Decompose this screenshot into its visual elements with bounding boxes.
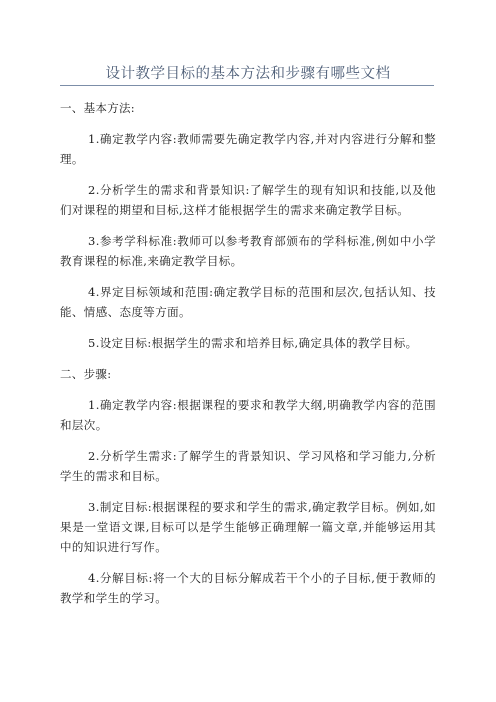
method-item-3: 3.参考学科标准:教师可以参考教育部颁布的学科标准,例如中小学教育课程的标准,来确定教学目标。 [60, 234, 436, 268]
section-heading-methods: 一、基本方法: [60, 101, 135, 115]
document-body [60, 98, 436, 619]
step-item-2: 2.分析学生需求:了解学生的背景知识、学习风格和学习能力,分析学生的需求和目标。 [60, 449, 436, 483]
step-item-1: 1.确定教学内容:根据课程的要求和教学大纲,明确教学内容的范围和层次。 [60, 398, 436, 432]
method-item-2: 2.分析学生的需求和背景知识:了解学生的现有知识和技能,以及他们对课程的期望和目标,这样才能根据学生的需求来确定教学目标。 [60, 183, 436, 217]
method-item-5: 5.设定目标:根据学生的需求和培养目标,确定具体的教学目标。 [88, 336, 418, 350]
step-item-3: 3.制定目标:根据课程的要求和学生的需求,确定教学目标。例如,如果是一堂语文课,目标可以是学生能够正确理解一篇文章,并能够运用其中的知识进行写作。 [60, 500, 436, 554]
title-divider [60, 85, 434, 86]
document-title: 设计教学目标的基本方法和步骤有哪些文档 [105, 66, 391, 82]
method-item-4: 4.界定目标领域和范围:确定教学目标的范围和层次,包括认知、技能、情感、态度等方面。 [60, 285, 436, 319]
method-item-1: 1.确定教学内容:教师需要先确定教学内容,并对内容进行分解和整理。 [60, 132, 436, 166]
section-heading-steps: 二、步骤: [60, 367, 112, 381]
step-item-4: 4.分解目标:将一个大的目标分解成若干个小的子目标,便于教师的教学和学生的学习。 [60, 571, 436, 605]
